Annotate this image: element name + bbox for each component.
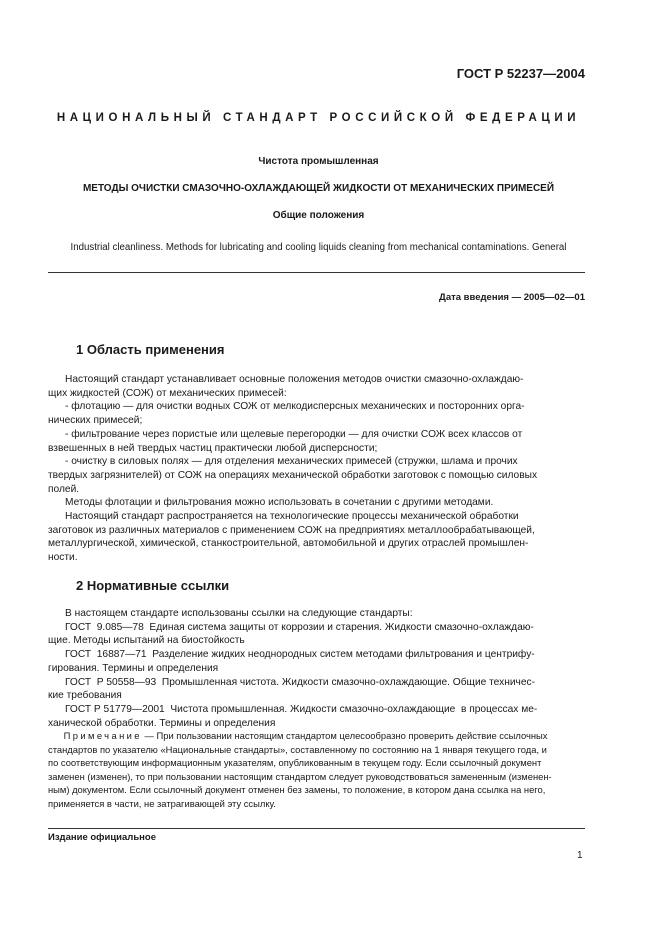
text-line: щих жидкостей (СОЖ) от механических примесей: bbox=[48, 387, 287, 399]
text-line: ГОСТ Р 50558—93 Промышленная чистота. Жидкости смазочно-охлаждающие. Общие техничес- bbox=[48, 676, 535, 688]
section-1-body bbox=[48, 373, 582, 565]
title-line-3: Общие положения bbox=[272, 210, 365, 221]
text-line: заготовок из различных материалов с применением СОЖ на предприятиях металлообрабатывающей, bbox=[48, 524, 535, 536]
references-note bbox=[48, 729, 582, 811]
text-line: - флотацию — для очистки водных СОЖ от мелкодисперсных механических и посторонних орга- bbox=[48, 401, 525, 413]
text-line: - фильтрование через пористые или щелевые перегородки — для очистки СОЖ всех классов от bbox=[48, 428, 523, 440]
text-line: ности. bbox=[48, 552, 78, 564]
note-first-text: — При пользовании настоящим стандартом целесообразно проверить действие ссылочных bbox=[141, 730, 548, 741]
divider-top bbox=[48, 272, 585, 273]
section-2-body bbox=[48, 607, 582, 730]
title-line-2: МЕТОДЫ ОЧИСТКИ СМАЗОЧНО-ОХЛАЖДАЮЩЕЙ ЖИДКОСТИ ОТ МЕХАНИЧЕСКИХ ПРИМЕСЕЙ bbox=[82, 183, 555, 194]
note-first-line bbox=[48, 729, 582, 743]
page-number: 1 bbox=[577, 850, 583, 861]
national-standard-banner: НАЦИОНАЛЬНЫЙ СТАНДАРТ РОССИЙСКОЙ ФЕДЕРАЦИИ bbox=[56, 112, 581, 124]
note-line: ным) документом. Если ссылочный документ отменен без замены, то положение, в котором дана ссылка на него, bbox=[48, 784, 546, 796]
text-line: Настоящий стандарт распространяется на технологические процессы механической обработки bbox=[48, 511, 519, 523]
note-line: по соответствующим информационным указателям, опубликованным в текущем году. Если ссылочный документ bbox=[48, 757, 542, 769]
text-line: полей. bbox=[48, 483, 80, 495]
text-line: ГОСТ Р 51779—2001 Чистота промышленная. Жидкости смазочно-охлаждающие в процессах ме- bbox=[48, 703, 538, 715]
text-line: щие. Методы испытаний на биостойкость bbox=[48, 635, 245, 647]
text-line: гирования. Термины и определения bbox=[48, 662, 219, 674]
text-line: ГОСТ 9.085—78 Единая система защиты от коррозии и старения. Жидкости смазочно-охлаждаю- bbox=[48, 621, 534, 633]
text-line: ГОСТ 16887—71 Разделение жидких неоднородных систем методами фильтрования и центрифу- bbox=[48, 649, 535, 661]
title-english: Industrial cleanliness. Methods for lubricating and cooling liquids cleaning from mechanical contaminations. General bbox=[70, 242, 567, 253]
document-code: ГОСТ Р 52237—2004 bbox=[456, 66, 585, 81]
text-line: Настоящий стандарт устанавливает основные положения методов очистки смазочно-охлаждаю- bbox=[48, 374, 524, 385]
text-line: ханической обработки. Термины и определения bbox=[48, 717, 276, 729]
text-line: твердых загрязнителей) от СОЖ на операциях механической обработки заготовок с помощью силовых bbox=[48, 469, 538, 481]
introduction-date: Дата введения — 2005—02—01 bbox=[439, 292, 585, 303]
text-line: металлургической, химической, станкостроительной, автомобильной и других отраслей промышлен- bbox=[48, 538, 529, 550]
title-line-1: Чистота промышленная bbox=[258, 156, 379, 167]
text-line: - очистку в силовых полях — для отделения механических примесей (стружки, шлама и прочих bbox=[48, 456, 518, 468]
text-line: Методы флотации и фильтрования можно использовать в сочетании с другими методами. bbox=[48, 497, 494, 509]
note-label: Примечание bbox=[63, 730, 142, 741]
section-2-heading: 2 Нормативные ссылки bbox=[76, 578, 230, 593]
edition-label: Издание официальное bbox=[48, 832, 156, 843]
text-line: нических примесей; bbox=[48, 415, 143, 427]
note-line: заменен (изменен), то при пользовании настоящим стандартом следует руководствоваться замененным (изменен- bbox=[48, 770, 552, 782]
note-line: стандартов по указателю «Национальные стандарты», составленному по состоянию на 1 января текущего года, и bbox=[48, 743, 547, 755]
note-line: применяется в части, не затрагивающей эту ссылку. bbox=[48, 797, 276, 809]
text-line: В настоящем стандарте использованы ссылки на следующие стандарты: bbox=[48, 608, 413, 619]
divider-bottom bbox=[48, 828, 585, 829]
text-line: кие требования bbox=[48, 690, 122, 702]
text-line: взвешенных в ней твердых частиц практически любой дисперсности; bbox=[48, 442, 378, 454]
section-1-heading: 1 Область применения bbox=[76, 342, 225, 357]
